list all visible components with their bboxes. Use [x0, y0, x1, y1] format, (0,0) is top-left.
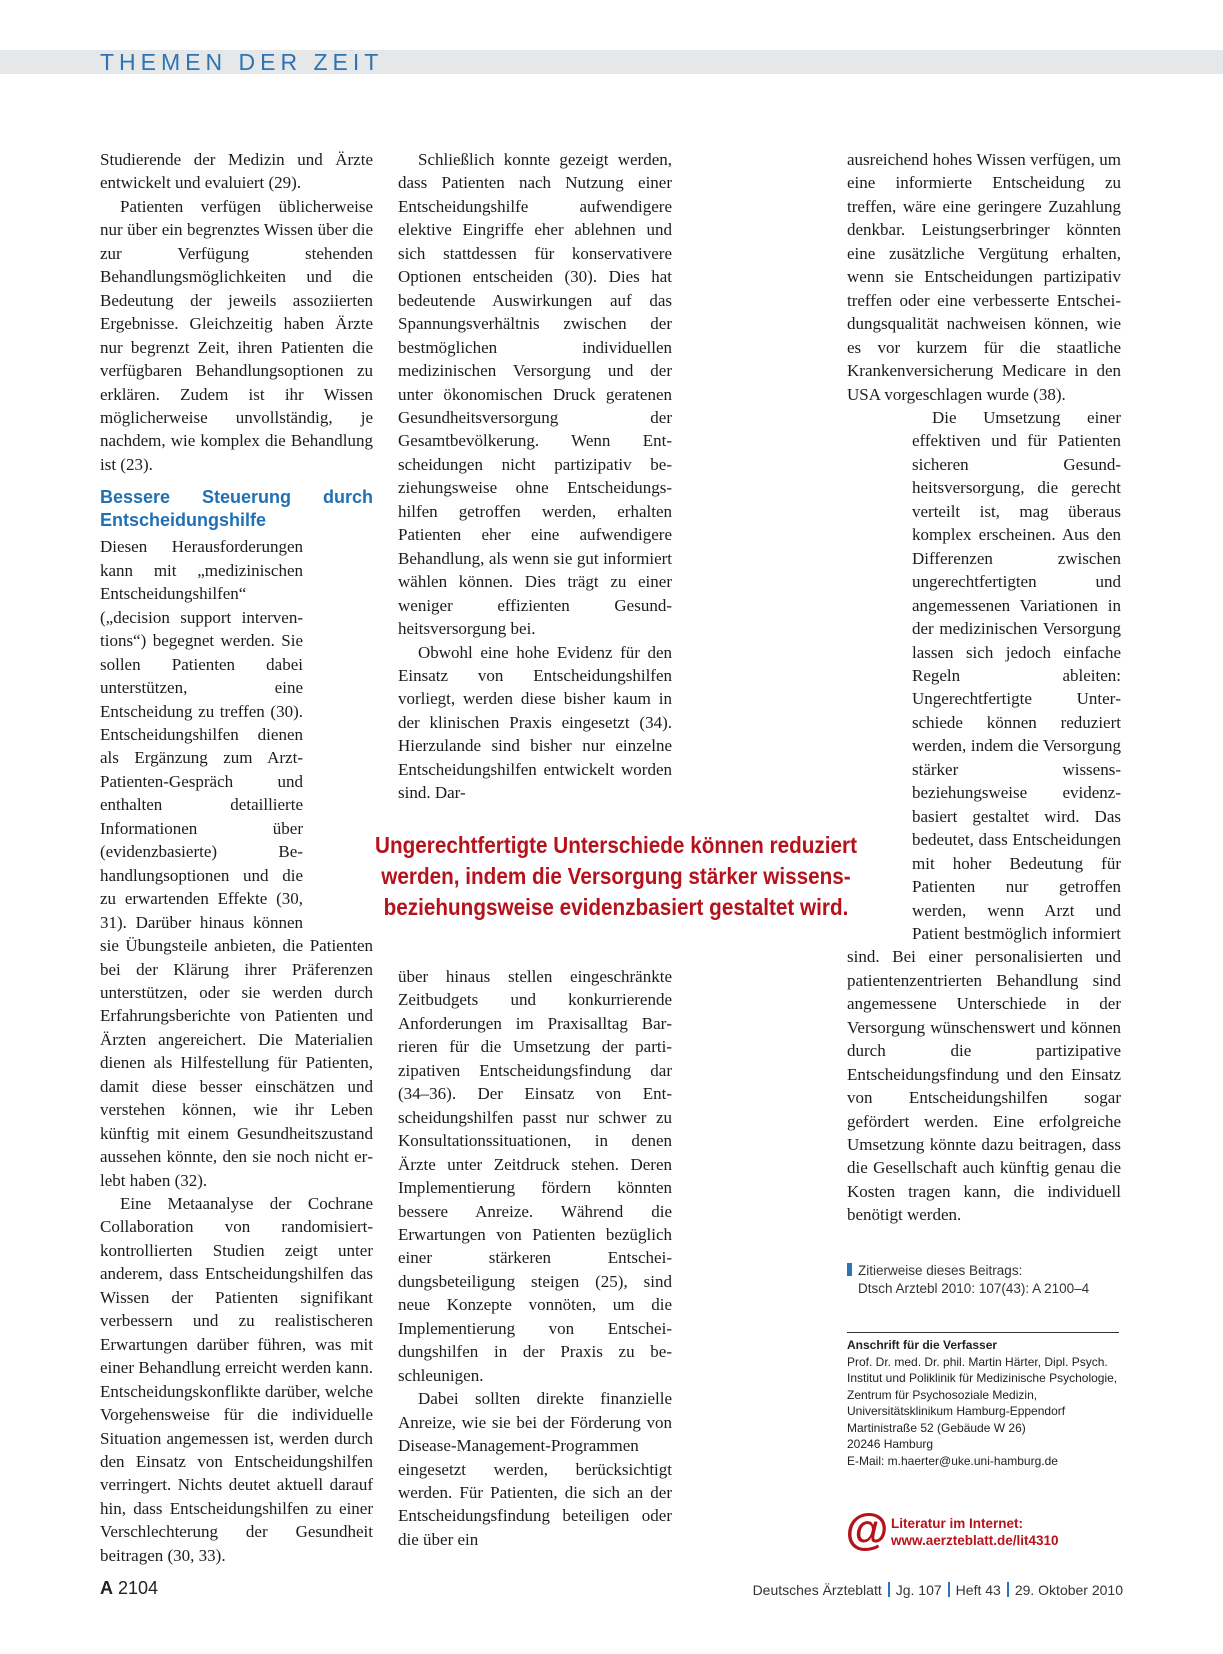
address-line: Prof. Dr. med. Dr. phil. Martin Härter, Dipl. Psych. — [847, 1354, 1108, 1369]
author-address — [847, 1332, 1119, 1469]
email-link[interactable]: E-Mail: m.haerter@uke.uni-hamburg.de — [847, 1453, 1058, 1468]
paragraph: Eine Metaanalyse der Cochrane Collaboration von randomisiert-kontrollierten Studien zeigt unter anderem, dass Entscheidungshilfen das Wissen der Patienten signifikant verbessern und zu realistischeren Erwartungen darüber führen, was mit einer Behandlung erreicht werden kann. Entscheidungskonflikte darüber, welche Vorgehensweise für die individuelle Situation angemessen ist, werden durch den Einsatz von Entscheidungshilfen verringert. Nichts deutet aktuell darauf hin, dass Entscheidungshilfen zu einer Verschlechterung der Gesundheit beitragen (30, 33). — [100, 1194, 373, 1565]
separator — [1007, 1582, 1009, 1597]
subheading: Bessere Steuerung durch Entscheidungshilfe — [100, 487, 373, 531]
column-3 — [847, 148, 1121, 1227]
literature-label: Literatur im Internet: — [891, 1516, 1024, 1531]
column-2-bottom — [398, 965, 672, 1551]
paragraph: über hinaus stellen eingeschränkte Zeitbudgets und konkurrierende Anforderungen im Praxisalltag Barrieren für die Umsetzung der partizipativen Entscheidungsfindung dar (34–36). Der Einsatz von Entscheidungshilfen passt nur schwer zu Konsultationssituationen, in denen Ärzte unter Zeitdruck stehen. Deren Implementierung fördern könnten bessere Anreize. Während die Erwartungen von Patienten bezüglich einer stärkeren Entscheidungsbeteiligung steigen (25), sind neue Konzepte vonnöten, um die Implementierung von Entscheidungshilfen in der Praxis zu beschleunigen. — [398, 967, 672, 1385]
paragraph: Obwohl eine hohe Evidenz für den Einsatz von Entscheidungshilfen vorliegt, werden diese bisher kaum in der klinischen Praxis eingesetzt (34). Hierzulande sind bisher nur einzelne Entscheidungshilfen entwickelt worden sind. Dar- — [398, 642, 672, 803]
column-1 — [100, 148, 373, 1567]
citation-label: Zitierweise dieses Beitrags: — [858, 1263, 1023, 1278]
paragraph-with-cutout — [847, 406, 1121, 1227]
paragraph: Studierende der Medizin und Ärzte entwickelt und evaluiert (29). — [100, 150, 373, 193]
volume: Jg. 107 — [895, 1582, 942, 1598]
at-sign-icon — [845, 1508, 889, 1552]
page-number-value: 2104 — [118, 1578, 159, 1598]
pullquote-cutout — [303, 721, 373, 917]
page-prefix: A — [100, 1578, 113, 1598]
section-title: THEMEN DER ZEIT — [100, 49, 384, 75]
svg-text:@: @ — [845, 1508, 889, 1552]
journal-name: Deutsches Ärzteblatt — [752, 1582, 882, 1598]
pull-quote: Ungerechtfertigte Unterschiede können reduziert werden, indem die Versorgung stärker wissens- beziehungsweise evidenzbasiert gestaltet wird. — [375, 832, 857, 920]
date: 29. Oktober 2010 — [1014, 1582, 1123, 1598]
paragraph: Dabei sollten direkte finanzielle Anreize, wie sie bei der Förderung von Disease-Management-Programmen eingesetzt werden, berücksichtigt werden. Für Patienten, die sich an der Entscheidungsfindung beteiligen oder die über ein — [398, 1389, 672, 1549]
bullet-bar-icon — [847, 1263, 852, 1276]
column-2-top — [398, 148, 672, 805]
footer-publication-info — [753, 1582, 1123, 1598]
address-line: Martinistraße 52 (Gebäude W 26) — [847, 1420, 1026, 1435]
paragraph: Schließlich konnte gezeigt werden, dass Patienten nach Nutzung einer Entscheidungshilfe aufwendigere elektive Eingriffe eher ablehnen und sich stattdessen für konservativere Optionen entscheiden (30). Dies hat bedeutende Auswirkungen auf das Spannungsverhältnis zwischen der bestmöglichen individuellen medizinischen Versorgung und der unter ökonomischen Druck geratenen Gesundheitsversorgung der Gesamtbevölkerung. Wenn Entscheidungen nicht partizipativ beziehungsweise ohne Entscheidungshilfen getroffen werden, erhalten Patienten eher eine aufwendigere Behandlung, als wenn sie gut informiert wählen können. Dies trägt zu einer weniger effizienten Gesundheitsversorgung bei. — [398, 150, 672, 639]
citation-box — [847, 1262, 1127, 1298]
literature-url[interactable]: www.aerzteblatt.de/lit4310 — [891, 1533, 1059, 1548]
citation-reference: Dtsch Arztebl 2010: 107(43): A 2100–4 — [858, 1281, 1090, 1296]
paragraph-text: Die Umsetzung einer effektiven und für Patienten sicheren Gesundheitsversorgung, die gerecht verteilt ist, mag überaus komplex erscheinen. Aus den Differenzen zwischen ungerechtfertigten und angemessenen Variationen in der medizinischen Versorgung lassen sich jedoch einfache Regeln ableiten: Ungerechtfertigte Unterschiede können reduziert werden, indem die Versorgung stärker wissens- beziehungsweise evidenzbasiert gestaltet wird. Das bedeutet, dass Entscheidungen mit hoher Bedeutung für Patienten nur getroffen werden, wenn Arzt und Patient bestmöglich informiert sind. Bei einer personalisierten und patientenzentrierten Behandlung sind angemessene Unterschiede in der Versorgung wünschenswert und können durch die partizipative Entscheidungsfindung und den Einsatz von Entscheidungshilfen sogar gefördert werden. Eine erfolgreiche Umsetzung könnte dazu beitragen, dass die Gesellschaft auch künftig genau die Kosten tragen kann, die individuell benötigt werden. — [847, 407, 1121, 1225]
literature-text[interactable] — [891, 1515, 1059, 1549]
separator — [888, 1582, 890, 1597]
paragraph: Patienten verfügen üblicherweise nur über ein begrenztes Wissen über die zur Verfügung stehenden Behandlungsmöglichkeiten und die Bedeutung der jeweils assoziierten Ergebnisse. Gleichzeitig haben Ärzte nur begrenzt Zeit, ihren Patienten die verfügbaren Behandlungsoptionen zu erklären. Zudem ist ihr Wissen möglicherweise unvollständig, je nachdem, wie komplex die Behandlung ist (23). — [100, 196, 373, 474]
page-number — [100, 1578, 158, 1599]
address-heading: Anschrift für die Verfasser — [847, 1338, 998, 1352]
issue: Heft 43 — [955, 1582, 1001, 1598]
paragraph: ausreichend hohes Wissen verfügen, um eine informierte Entscheidung zu treffen, wäre eine geringere Zuzahlung denkbar. Leistungserbringer könnten eine zusätzliche Vergütung erhalten, wenn sie Entscheidungen partizipativ treffen oder eine verbesserte Entscheidungsqualität nachweisen können, wie es vor kurzem für die staatliche Krankenversicherung Medicare in den USA vorgeschlagen wurde (38). — [847, 150, 1121, 404]
paragraph-with-cutout — [100, 535, 373, 1192]
separator — [948, 1582, 950, 1597]
address-line: Institut und Poliklinik für Medizinische Psychologie, — [847, 1371, 1118, 1385]
address-line: 20246 Hamburg — [847, 1437, 934, 1451]
paragraph-text: Diesen Herausforderungen kann mit „medizinischen Entscheidungshilfen“ („decision support interventions“) begegnet werden. Sie sollen Patienten dabei unterstützen, eine Entscheidung zu treffen (30). Entscheidungshilfen dienen als Ergänzung zum Arzt-Patienten-Gespräch und enthalten detaillierte Informationen über (evidenzbasierte) Behandlungsoptionen und die zu erwartenden Effekte (30, 31). Darüber hinaus können sie Übungsteile anbieten, die Patienten bei der Klärung ihrer Präferenzen unterstützen, oder sie werden durch Erfahrungsberichte von Patienten und Ärzten angereichert. Die Materialien dienen als Hilfestellung für Patienten, damit diese besser einschätzen und verstehen können, wie ihr Leben künftig mit einem Gesundheitszustand aussehen könnte, den sie noch nicht erlebt haben (32). — [100, 537, 373, 1190]
address-line: Universitätsklinikum Hamburg-Eppendorf — [847, 1404, 1066, 1418]
address-line: Zentrum für Psychosoziale Medizin, — [847, 1387, 1038, 1402]
